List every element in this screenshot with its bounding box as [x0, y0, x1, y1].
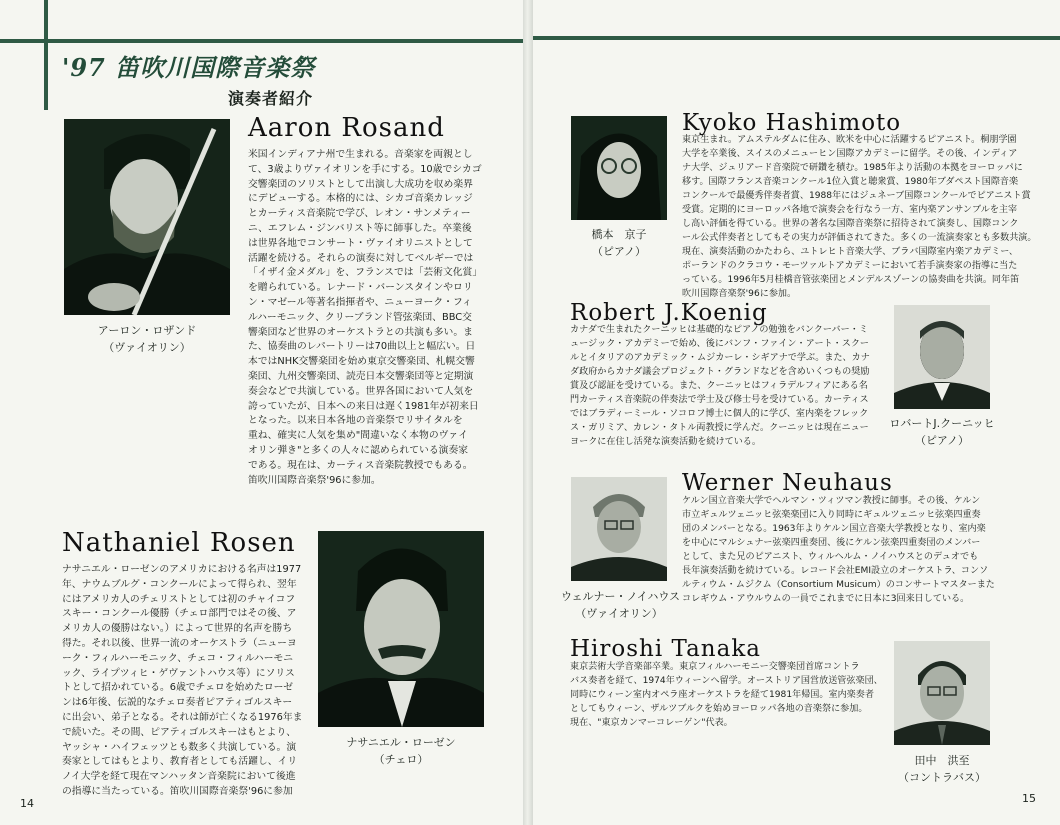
bio-line: ルとイタリアのアカデミック・ムジカーレ・シギアナで学ぶ。また、カナ: [570, 353, 870, 363]
bio-line: カナダで生まれたクーニッヒは基礎的なピアノの勉強をバンクーバー・ミ: [570, 325, 868, 335]
bio-line: ナサニエル・ローゼンのアメリカにおける名声は1977: [62, 564, 302, 575]
book-gutter: [523, 0, 533, 825]
left-page: [0, 0, 528, 825]
bio-line: ヨークに在住し活発な演奏活動を続けている。: [570, 437, 761, 447]
bio-line: 重ね、確実に人気を集め"間違いなく本物のヴァイ: [248, 430, 468, 442]
bio-line: 現在、"東京カンマーコレーゲン"代表。: [570, 718, 733, 728]
right-page: [528, 0, 1060, 825]
violinist-portrait-icon: [64, 119, 230, 315]
caption-name: 田中 洪至: [914, 754, 970, 767]
bio-line: とカーティス音楽院で学び、レオン・サンメティー: [248, 208, 471, 220]
bio-line: ン・マゼール等著名指揮者や、ニューヨーク・フィ: [248, 296, 472, 308]
caption-name: 橋本 京子: [591, 228, 647, 241]
bio-line: バス奏者を経て、1974年ウィーンへ留学。オーストリア国営放送管弦楽団、: [570, 676, 883, 686]
werner-neuhaus-photo: [571, 477, 667, 581]
bio-line: 賞及び認証を受けている。また、クーニッヒはフィラデルフィアにある名: [570, 381, 868, 391]
bio-line: っている。1996年5月桂橋音管弦楽団とメンデルスゾーンの協奏曲を共演。同年笛: [682, 275, 1020, 285]
caption-name: アーロン・ロザンド: [97, 324, 197, 337]
caption-name: ナサニエル・ローゼン: [346, 736, 456, 749]
bio-line: 団のメンバーとなる。1963年よりケルン国立音楽大学教授となり、室内楽: [682, 524, 986, 534]
caption-nathaniel: [318, 734, 484, 768]
kyoko-hashimoto-photo: [571, 116, 667, 220]
caption-name: ロバートJ.クーニッヒ: [889, 417, 995, 430]
caption-werner: [561, 588, 681, 622]
bio-line: を贈られている。レナード・バーンスタインやロリ: [248, 282, 473, 294]
nathaniel-rosen-photo: [318, 531, 484, 727]
bio-line: となった。以来日本各地の音楽祭でリサイタルを: [248, 415, 463, 427]
bio-line: 東京生まれ。アムステルダムに住み、欧米を中心に活躍するピアニスト。桐朋学園: [682, 135, 1017, 145]
bio-line: 長年演奏活動を続けている。レコード会社EMI設立のオーケストラ、コンソ: [682, 566, 989, 576]
bio-line: 奏家としてはもとより、教育者としても活躍し、イリ: [62, 756, 298, 768]
pianist-portrait-icon: [894, 305, 990, 409]
header-rule: [0, 39, 528, 43]
bio-line: 東京芸術大学音楽部卒業。東京フィルハーモニー交響楽団首席コントラ: [570, 662, 860, 672]
bio-line: メリカ人の優勝はない。）によって世界的名声を勝ち: [62, 623, 293, 635]
page-number-right: 15: [1022, 792, 1036, 805]
bio-line: ス・ガリミア、カレン・タトル両教授に学んだ。クーニッヒは現在ニュー: [570, 423, 869, 433]
caption-hiroshi: [884, 752, 1000, 786]
caption-koenig: [884, 415, 1000, 449]
bio-line: 市立ギュルツェニッヒ弦楽楽団に入り同時にギュルツェニッヒ弦楽四重奏: [682, 510, 981, 520]
bio-line: 受賞。定期的にヨーロッパ各地で演奏会を行なう一方、室内楽アンサンブルを主宰: [682, 205, 1018, 215]
bio-line: にデビューする。本格的には、シカゴ音楽カレッジ: [248, 193, 473, 205]
bio-line: 「イザイ金メダル」を、フランスでは「芸術文化賞」: [248, 267, 483, 279]
caption-role: （ピアノ）: [591, 245, 647, 258]
caption-role: （ピアノ）: [914, 434, 970, 447]
bio-line: し高い評価を得ている。世界の著名な国際音楽祭に招待されて演奏し、国際コンク: [682, 219, 1019, 229]
performer-bio-hiroshi: [570, 660, 900, 730]
cellist-portrait-icon: [318, 531, 484, 727]
bio-line: 現在、演奏活動のかたわら、ユトレヒト音楽大学、ブラバ国際室内楽アカデミー、: [682, 247, 1019, 257]
bio-line: にはアメリカ人のチェリストとしては初のチャイコフ: [62, 593, 296, 605]
bio-line: ンは6年後、伝説的なチェロ奏者ピアティゴルスキー: [62, 697, 293, 709]
performer-bio-koenig: [570, 323, 890, 449]
bio-line: ポーランドのクラコウ・モーツァルトアカデミーにおいて若手演奏家の指導に当た: [682, 261, 1018, 271]
bio-line: ノイ大学を経て現在マンハッタン音楽院において後進: [62, 771, 296, 783]
bio-line: た、協奏曲のレパートリーは70曲以上と幅広い。日: [248, 341, 476, 353]
bio-line: 米国インディアナ州で生まれる。音楽家を両親とし: [248, 149, 473, 160]
bio-line: 笛吹川国際音楽祭'96に参加。: [248, 474, 381, 486]
bio-line: て、3歳よりヴァイオリンを手にする。10歳でシカゴ: [248, 163, 482, 175]
header-rule: [528, 36, 1060, 40]
bio-line: 移す。国際フランス音楽コンクール1位入賞と聴衆賞、1980年ブダペスト国際音楽: [682, 177, 1019, 187]
bio-line: 同時にウィーン室内オペラ座オーケストラを経て1981年帰国。室内楽奏者: [570, 690, 874, 700]
performer-name-koenig: Robert J.Koenig: [570, 300, 768, 326]
bio-line: ック、ライプツィヒ・ゲヴァントハウス等）にソリス: [62, 667, 295, 679]
bio-line: オリン弾き"と多くの人々に認められている演奏家: [248, 444, 469, 456]
bio-line: ではブラディーミール・ソコロフ博士に個人的に学び、室内楽をフレック: [570, 409, 869, 419]
bio-line: ヤッシャ・ハイフェッツとも数多く共演している。演: [62, 741, 297, 753]
bio-line: 交響楽団のソリストとして出演し大成功を収め楽界: [248, 178, 473, 190]
bio-line: である。現在は、カーティス音楽院教授でもある。: [248, 459, 473, 471]
bio-line: ニ、エフレム・ジンバリスト等に師事した。卒業後: [248, 222, 472, 234]
bio-line: スキー・コンクール優勝（チェロ部門ではその後、ア: [62, 608, 297, 620]
hiroshi-tanaka-photo: [894, 641, 990, 745]
bio-line: ナ大学、ジュリアード音楽院で研鑽を積む。1985年より活動の本拠をヨーロッパに: [682, 163, 1023, 173]
bio-line: 大学を卒業後、スイスのメニューヒン国際アカデミーに留学。その後、インディア: [682, 149, 1018, 159]
caption-aaron: [64, 322, 230, 356]
violinist-portrait-icon: [571, 477, 667, 581]
section-title: 演奏者紹介: [228, 89, 314, 108]
performer-bio-aaron: [248, 148, 488, 488]
bio-line: コンクールで最優秀伴奏者賞、1988年にはジュネーブ国際コンクールでピアニスト賞: [682, 191, 1031, 201]
bio-line: 活躍を続ける。それらの演奏に対してベルギーでは: [248, 252, 474, 264]
bio-line: 誇っていたが、日本への来日は遅く1981年が初来日: [248, 400, 479, 412]
bio-line: 年、ナウムブルグ・コンクールによって得られ、翌年: [62, 578, 297, 590]
performer-bio-kyoko: [682, 133, 1037, 301]
performer-bio-nathaniel: [62, 563, 312, 800]
caption-kyoko: [571, 226, 667, 260]
bio-line: ルハーモニック、クリーブランド管弦楽団、BBC交: [248, 311, 472, 323]
corner-rule: [44, 0, 48, 110]
bio-line: で続いた。その間、ピアティゴルスキーはもとより、: [62, 726, 297, 738]
caption-role: （ヴァイオリン）: [575, 607, 663, 620]
bio-line: 吹川国際音楽祭'96に参加。: [682, 289, 797, 299]
performer-name-werner: Werner Neuhaus: [682, 470, 893, 496]
bio-line: としてもウィーン、ザルツブルクを始めヨーロッパ各地の音楽祭に参加。: [570, 704, 868, 714]
bio-line: ール公式伴奏者としてもその実力が評価されてきた。多くの一流演奏家とも多数共演。: [682, 233, 1037, 243]
performer-name-kyoko: Kyoko Hashimoto: [682, 110, 902, 136]
bio-line: ルティウム・ムジクム（Consortium Musicum）のコンサートマスターまた: [682, 580, 995, 590]
pianist-portrait-icon: [571, 116, 667, 220]
robert-koenig-photo: [894, 305, 990, 409]
bio-line: として、また兄のピアニスト、ウィルヘルム・ノイハウスとのデュオでも: [682, 552, 979, 562]
bio-line: 響楽団など世界のオーケストラとの共演も多い。ま: [248, 326, 473, 338]
bio-line: ダ政府からカナダ議会プロジェクト・グランドなどを含めいくつもの奨励: [570, 367, 870, 377]
bio-line: は世界各地でコンサート・ヴァイオリニストとして: [248, 237, 473, 249]
bio-line: 得た。それ以後、世界一流のオーケストラ（ニューヨ: [62, 637, 297, 649]
performer-name-hiroshi: Hiroshi Tanaka: [570, 636, 761, 662]
caption-name: ウェルナー・ノイハウス: [561, 590, 681, 603]
caption-role: （コントラバス）: [898, 771, 986, 784]
aaron-rosand-photo: [64, 119, 230, 315]
caption-role: （チェロ）: [373, 753, 429, 766]
bio-line: を中心にマルシュナー弦楽四重奏団、後にケルン弦楽四重奏団のメンバー: [682, 538, 981, 548]
bio-line: 本ではNHK交響楽団を始め東京交響楽団、札幌交響: [248, 356, 475, 368]
festival-title: '97 笛吹川国際音楽祭: [62, 53, 316, 82]
performer-name-nathaniel: Nathaniel Rosen: [62, 528, 296, 558]
bassist-portrait-icon: [894, 641, 990, 745]
bio-line: ーク・フィルハーモニック、チェコ・フィルハーモニ: [62, 652, 294, 664]
bio-line: トとして招かれている。6歳でチェロを始めたローゼ: [62, 682, 294, 694]
bio-line: ュージック・アカデミーで始め、後にバンフ・ファイン・アート・スクー: [570, 339, 870, 349]
bio-line: コレギウム・アウルウムの一員でこれまでに日本に3回来日している。: [682, 594, 970, 604]
bio-line: の指導に当たっている。笛吹川国際音楽祭'96に参加: [62, 785, 293, 797]
bio-line: 楽団、九州交響楽団、読売日本交響楽団等と定期演: [248, 370, 474, 382]
page-number-left: 14: [20, 797, 34, 810]
bio-line: 奏会などで共演している。世界各国において人気を: [248, 385, 474, 397]
caption-role: （ヴァイオリン）: [103, 341, 191, 354]
performer-name-aaron: Aaron Rosand: [248, 113, 445, 143]
bio-line: ケルン国立音楽大学でヘルマン・ツィツマン教授に師事。その後、ケルン: [682, 496, 981, 506]
performer-bio-werner: [682, 494, 1022, 606]
bio-line: 門カーティス音楽院の伴奏法で学士及び修士号を受けている。カーティス: [570, 395, 869, 405]
bio-line: に出会い、弟子となる。それは師が亡くなる1976年ま: [62, 711, 303, 723]
